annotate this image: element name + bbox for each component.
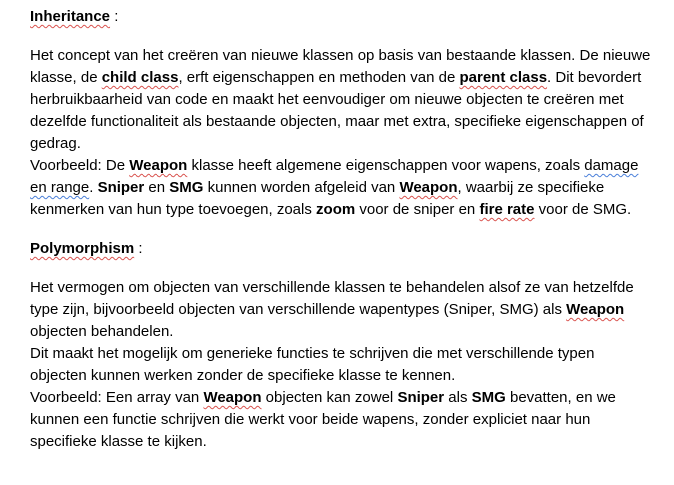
text-run: voor de SMG. [534, 201, 632, 218]
term-fire-rate: fire rate [479, 201, 535, 218]
term-sniper: Sniper [97, 179, 145, 196]
text-run: Het vermogen om objecten van verschillende klassen te behandelen alsof ze van hetzelfde type zijn, bijvoorbeeld objecten van verschillende wapentypes (Sniper, SMG) als [30, 279, 634, 318]
heading-term: Inheritance [30, 8, 111, 25]
text-run: en [144, 179, 170, 196]
section-spacer [30, 221, 654, 238]
text-run: objecten kan zowel [261, 389, 398, 406]
term-weapon: Weapon [399, 179, 458, 196]
polymorphism-example [30, 387, 654, 453]
inheritance-heading [30, 6, 654, 28]
text-run: . [89, 179, 98, 196]
term-sniper: Sniper [397, 389, 445, 406]
text-run: . Dit bevordert herbruikbaarheid van code en maakt het eenvoudiger om nieuwe objecten te creëren met dezelfde functionaliteit als bestaande objecten, maar met extra, specifieke eigenschappen of gedrag. [30, 69, 644, 152]
text-run: Voorbeeld: Een array van [30, 389, 204, 406]
text-run-damage-range: damage en range [30, 157, 639, 196]
text-run: klasse heeft algemene eigenschappen voor wapens, zoals [187, 157, 585, 174]
heading-term: Polymorphism [30, 240, 135, 257]
term-parent-class: parent class [459, 69, 548, 86]
text-run: Voorbeeld: De [30, 157, 130, 174]
text-run: als [444, 389, 472, 406]
text-run: kunnen worden afgeleid van [203, 179, 400, 196]
term-weapon: Weapon [129, 157, 188, 174]
polymorphism-definition [30, 277, 654, 343]
inheritance-example [30, 155, 654, 221]
term-zoom: zoom [316, 201, 356, 218]
text-run: , erft eigenschappen en methoden van de [178, 69, 460, 86]
polymorphism-explanation: Dit maakt het mogelijk om generieke functies te schrijven die met verschillende typen objecten kunnen werken zonder de specifieke klasse te kennen. [30, 345, 595, 384]
text-run: voor de sniper en [355, 201, 480, 218]
heading-suffix: : [110, 8, 119, 25]
inheritance-definition [30, 45, 654, 155]
text-run: , waarbij ze specifieke kenmerken van hun type toevoegen, zoals [30, 179, 605, 218]
term-smg: SMG [169, 179, 204, 196]
term-smg: SMG [471, 389, 506, 406]
text-run: Het concept van het creëren van nieuwe klassen op basis van bestaande klassen. De nieuwe klasse, de [30, 47, 651, 86]
term-weapon: Weapon [566, 301, 625, 318]
text-run: objecten behandelen. [30, 323, 174, 340]
polymorphism-heading [30, 238, 654, 260]
text-run: bevatten, en we kunnen een functie schrijven die werkt voor beide wapens, zonder expliciet naar hun specifieke klasse te kijken. [30, 389, 616, 450]
heading-suffix: : [134, 240, 143, 257]
term-weapon: Weapon [203, 389, 262, 406]
term-child-class: child class [101, 69, 179, 86]
